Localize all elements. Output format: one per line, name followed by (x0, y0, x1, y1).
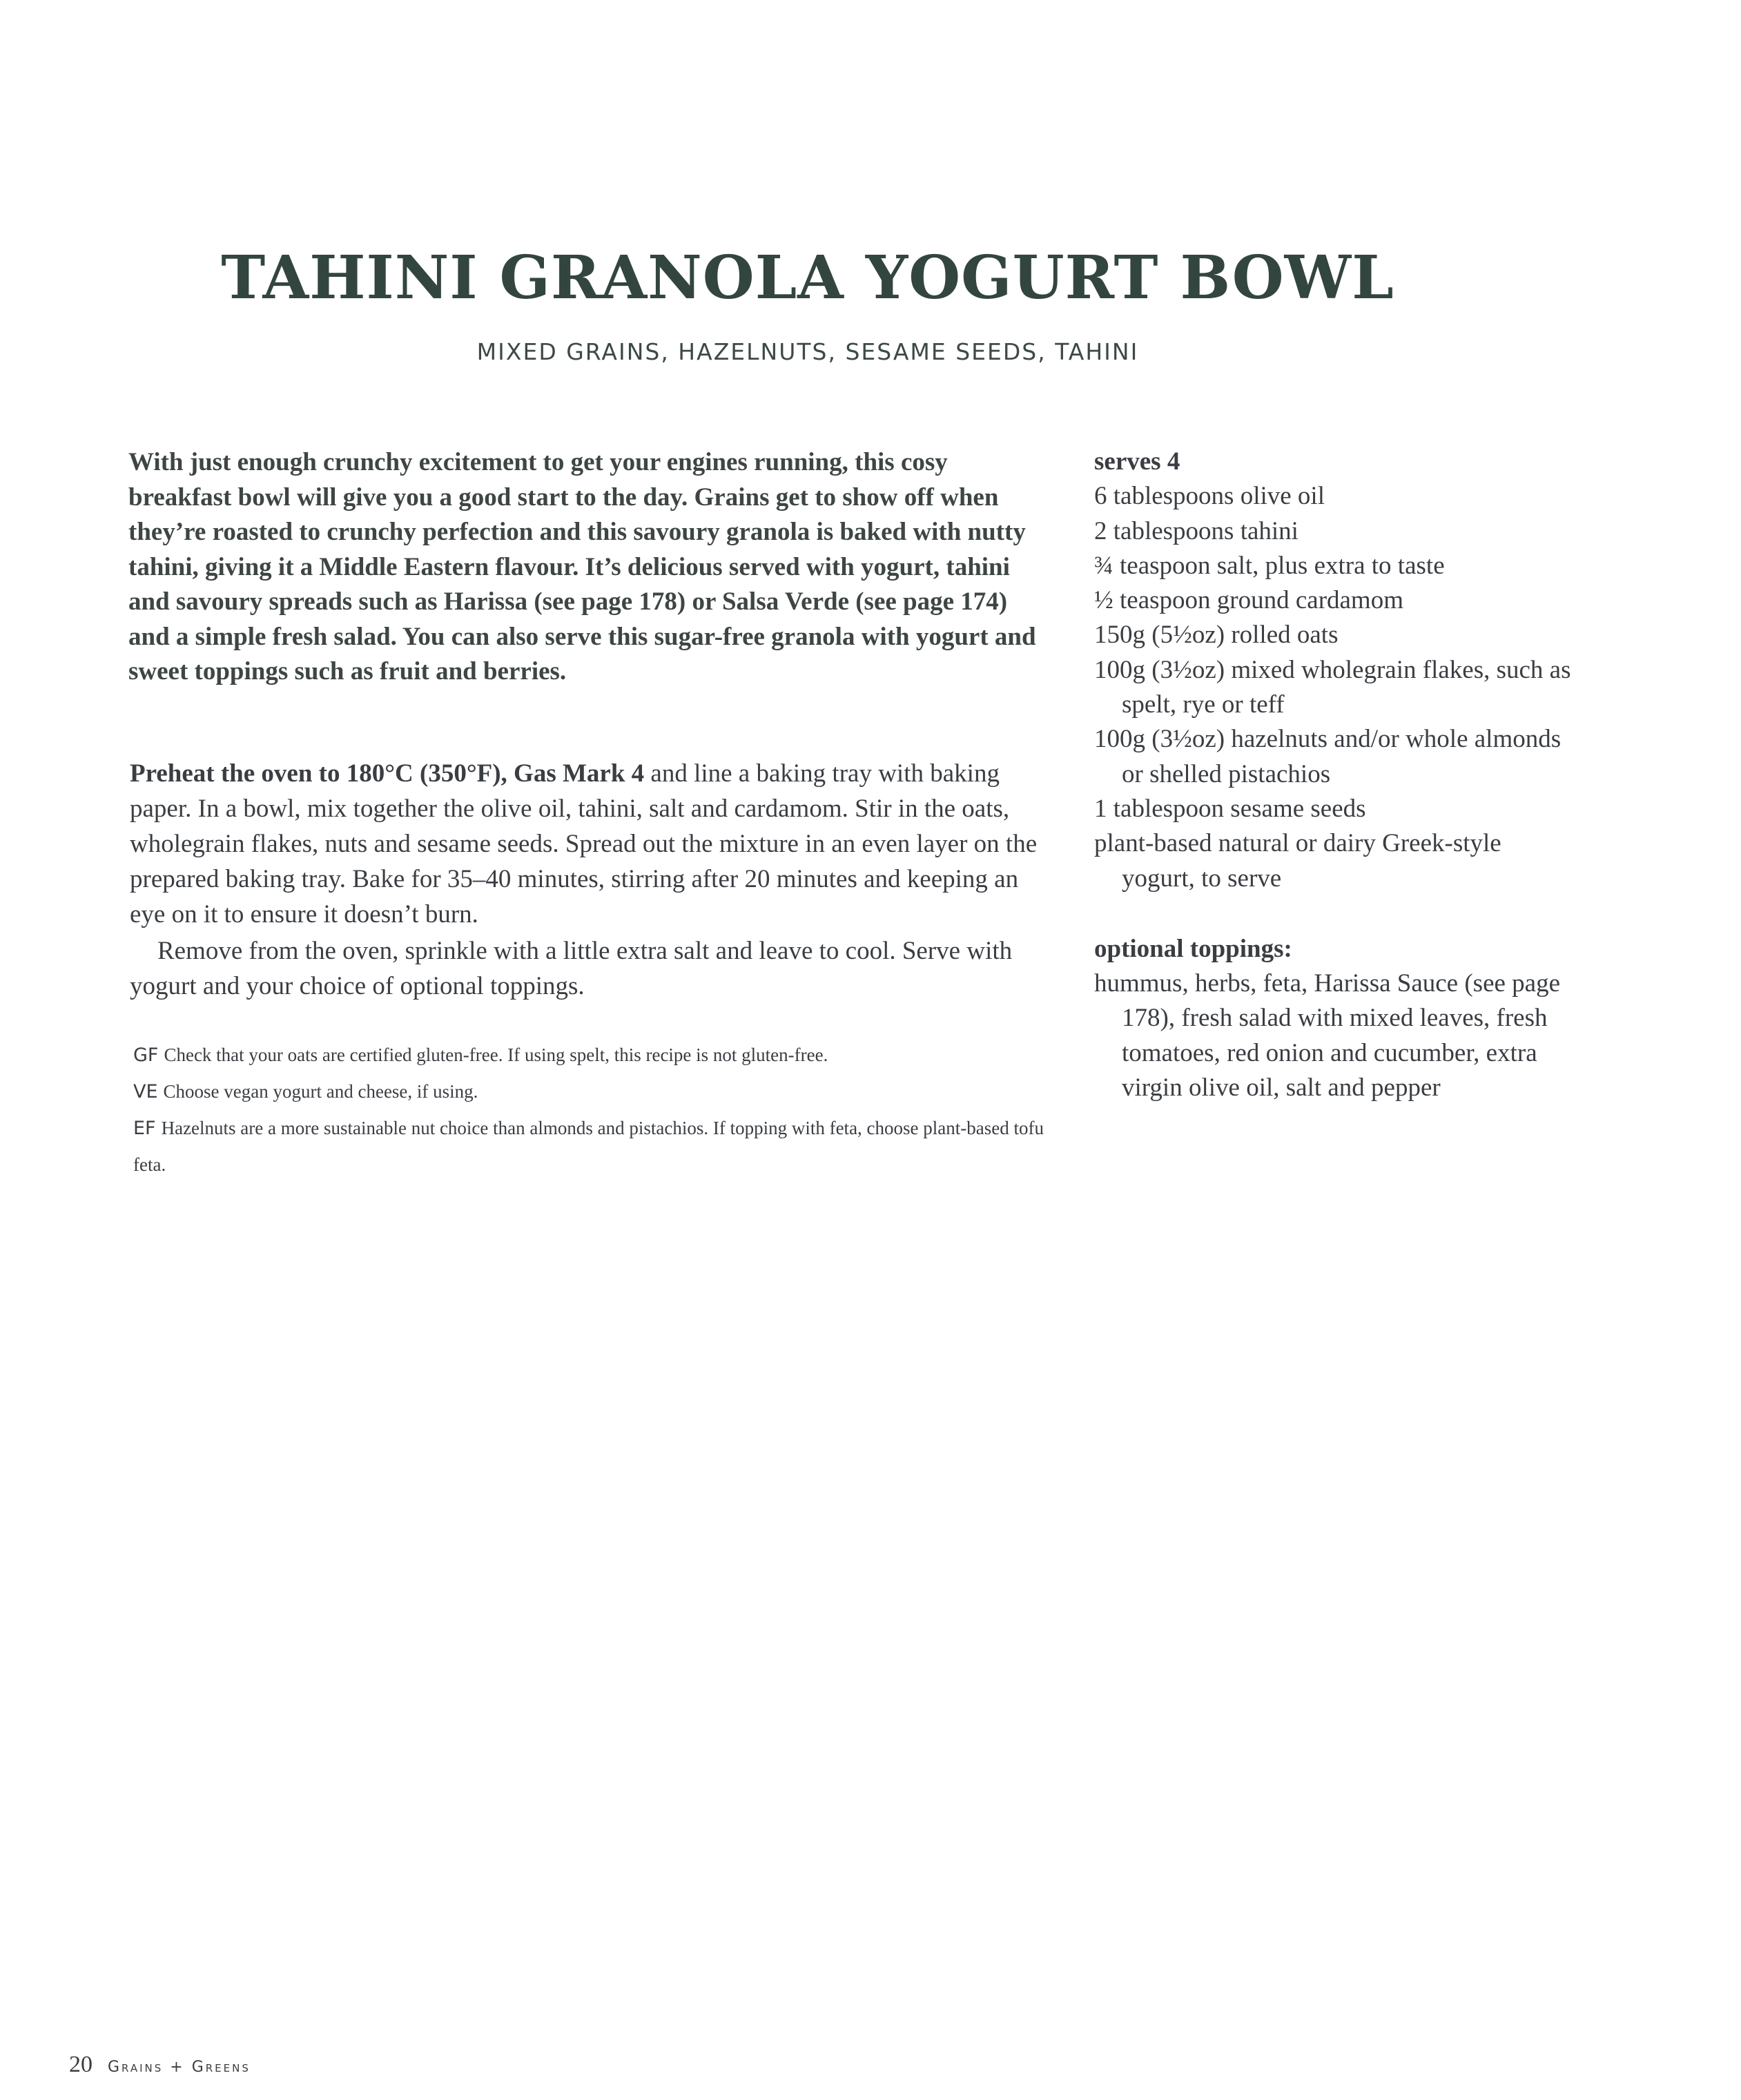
note-text: Hazelnuts are a more sustainable nut choice than almonds and pistachios. If topping with feta, choose plant-based tofu feta. (133, 1118, 1044, 1175)
note-code: GF (133, 1044, 159, 1066)
method-step-1-text: and line a baking tray with baking paper. In a bowl, mix together the olive oil, tahini, salt and cardamom. Stir in the oats, wholegrain flakes, nuts and sesame seeds. Spread out the mixture in an even layer on the prepared baking tray. Bake for 35–40 minutes, stirring after 20 minutes and keeping an eye on it to ensure it doesn’t burn. (130, 759, 1038, 929)
method-section (130, 756, 1055, 1004)
ingredient-item: ½ teaspoon ground cardamom (1094, 586, 1403, 615)
ingredient-list (1094, 479, 1577, 896)
note-text: Choose vegan yogurt and cheese, if using. (163, 1081, 478, 1102)
method-step-2: Remove from the oven, sprinkle with a little extra salt and leave to cool. Serve with yogurt and your choice of optional toppings. (130, 937, 1013, 1000)
ingredient-item: 100g (3½oz) hazelnuts and/or whole almonds or shelled pistachios (1094, 725, 1562, 788)
ingredient-item: 150g (5½oz) rolled oats (1094, 621, 1339, 650)
method-lead: Preheat the oven to 180°C (350°F), Gas Mark 4 (130, 759, 645, 788)
recipe-subtitle: MIXED GRAINS, HAZELNUTS, SESAME SEEDS, TAHINI (476, 338, 1139, 365)
ingredient-item: 1 tablespoon sesame seeds (1094, 794, 1366, 823)
serves-label: serves 4 (1094, 447, 1180, 476)
note-code: EF (133, 1118, 156, 1139)
note-ve (133, 1073, 1058, 1110)
note-text: Check that your oats are certified gluten-free. If using spelt, this recipe is not gluten-free. (164, 1044, 828, 1065)
note-code: VE (133, 1081, 158, 1102)
ingredients-section (1094, 445, 1577, 1105)
toppings-text: hummus, herbs, feta, Harissa Sauce (see page 178), fresh salad with mixed leaves, fresh tomatoes, red onion and cucumber, extra virgin olive oil, salt and pepper (1094, 969, 1561, 1102)
recipe-intro: With just enough crunchy excitement to get your engines running, this cosy breakfast bowl will give you a good start to the day. Grains get to show off when they’re roasted to crunchy perfection and this savoury granola is baked with nutty tahini, giving it a Middle Eastern flavour. It’s delicious served with yogurt, tahini and savoury spreads such as Harissa (see page 178) or Salsa Verde (see page 174) and a simple fresh salad. You can also serve this sugar-free granola with yogurt and sweet toppings such as fruit and berries. (128, 448, 1036, 686)
diet-notes (133, 1037, 1058, 1183)
ingredient-item: ¾ teaspoon salt, plus extra to taste (1094, 551, 1445, 580)
running-title: Grains + Greens (108, 2059, 251, 2076)
ingredient-item: 100g (3½oz) mixed wholegrain flakes, such as spelt, rye or teff (1094, 655, 1571, 719)
ingredient-item: 2 tablespoons tahini (1094, 516, 1299, 545)
note-gf (133, 1037, 1058, 1073)
recipe-title: TAHINI GRANOLA YOGURT BOWL (221, 243, 1394, 313)
ingredient-item: 6 tablespoons olive oil (1094, 482, 1325, 511)
toppings-heading: optional toppings: (1094, 934, 1292, 963)
page-footer (69, 2052, 251, 2078)
note-ef (133, 1110, 1058, 1183)
ingredient-item: plant-based natural or dairy Greek-style yogurt, to serve (1094, 829, 1501, 893)
method-step-1 (130, 756, 1055, 932)
page-number: 20 (69, 2052, 93, 2077)
